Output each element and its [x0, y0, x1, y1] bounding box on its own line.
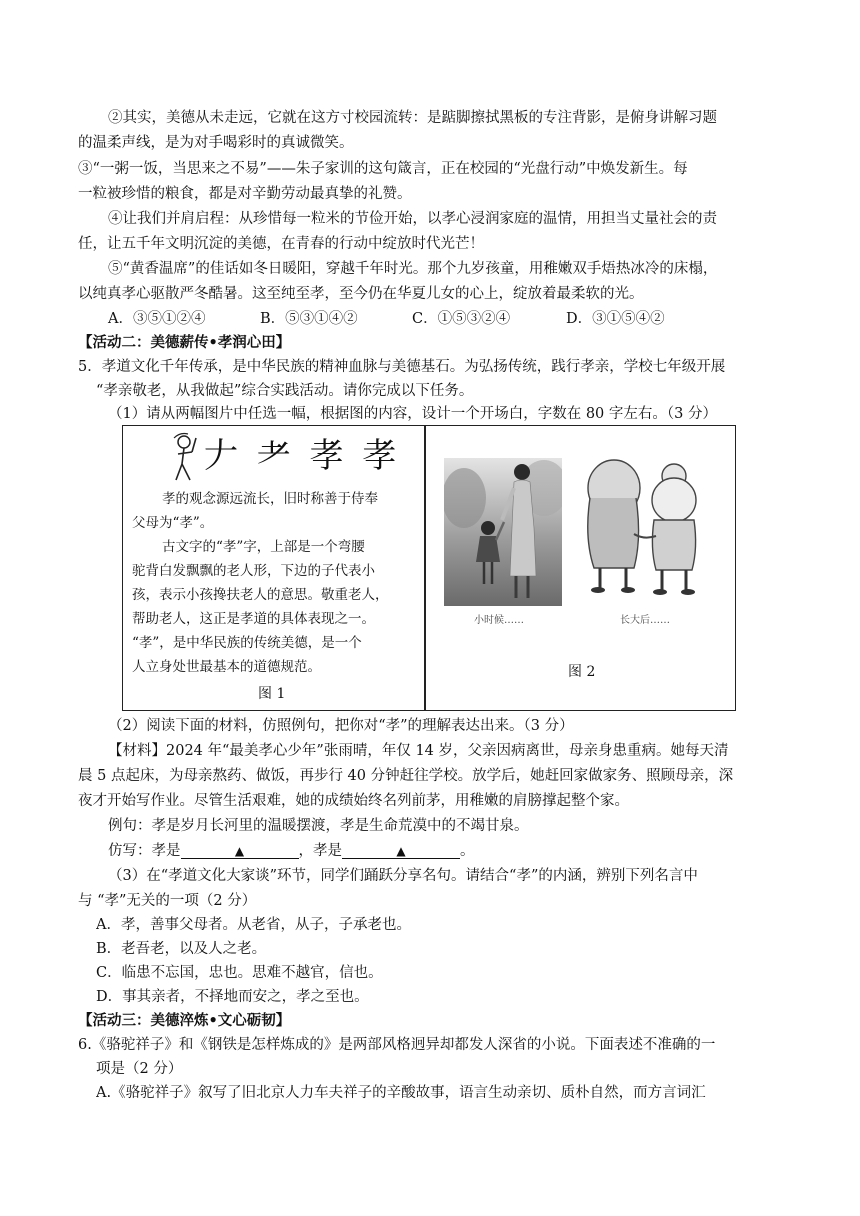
material-line-1: 【材料】2024 年“最美孝心少年”张雨晴，年仅 14 岁，父亲因病离世，母亲身患重病。她每天清 — [108, 743, 729, 759]
para-4-line-2: 任，让五千年文明沉淀的美德，在青春的行动中绽放时代光芒！ — [78, 236, 484, 252]
fig1-text-6: 帮助老人，这正是孝道的具体表现之一。 — [132, 611, 375, 627]
q5-sub3-option-c[interactable]: C．临患不忘国，忠也。思难不越官，信也。 — [96, 965, 383, 981]
material-line-3: 夜才开始写作业。尽管生活艰难，她的成绩始终名列前茅，用稚嫩的肩膀撑起整个家。 — [78, 793, 629, 809]
q4-option-c[interactable]: C．①⑤③②④ — [412, 311, 511, 327]
para-5-line-1: ⑤“黄香温席”的佳话如冬日暖阳，穿越千年时光。那个九岁孩童，用稚嫩双手焐热冰冷的床榻， — [108, 261, 718, 277]
q5-sub3-option-d[interactable]: D．事其亲者，不择地而安之，孝之至也。 — [96, 989, 369, 1005]
example-sentence: 例句：孝是岁月长河里的温暖摆渡，孝是生命荒漠中的不竭甘泉。 — [108, 818, 529, 834]
grown-up-label: 长大后…… — [620, 615, 670, 626]
xiao-character-evolution — [170, 430, 401, 485]
q5-sub3-line-1: （3）在“孝道文化大家谈”环节，同学们踊跃分享名句。请结合“孝”的内涵，辨别下列名言中 — [108, 868, 698, 884]
q4-option-b[interactable]: B．⑤③①④② — [260, 311, 358, 327]
activity-2-heading: 【活动二：美德薪传•孝润心田】 — [78, 334, 291, 351]
fig1-text-1: 孝的观念源远流长，旧时称善于侍奉 — [162, 491, 378, 507]
imitation-middle: ，孝是 — [298, 843, 342, 859]
q6-line-2: 项是（2 分） — [96, 1061, 183, 1077]
q5-sub3-option-a[interactable]: A．孝，善事父母者。从老省，从子，子承老也。 — [96, 917, 411, 933]
fig1-text-3: 古文字的“孝”字，上部是一个弯腰 — [162, 539, 365, 555]
q4-option-d[interactable]: D．③①⑤④② — [566, 311, 665, 327]
fig1-text-2: 父母为“孝”。 — [132, 515, 214, 531]
para-5-line-2: 以纯真孝心驱散严冬酷暑。这至纯至孝，至今仍在华夏儿女的心上，绽放着最柔软的光。 — [78, 286, 644, 302]
fig1-text-7: “孝”，是中华民族的传统美德，是一个 — [132, 635, 362, 651]
q5-sub1: （1）请从两幅图片中任选一幅，根据图的内容，设计一个开场白，字数在 80 字左右。（3 分） — [108, 406, 717, 422]
fig1-text-5: 孩，表示小孩搀扶老人的意思。敬重老人， — [132, 587, 389, 603]
activity-3-heading: 【活动三：美德淬炼•文心砺韧】 — [78, 1012, 291, 1029]
imitation-prefix: 仿写：孝是 — [108, 843, 181, 859]
para-3-line-2: 一粒被珍惜的粮食，都是对辛勤劳动最真挚的礼赞。 — [78, 186, 412, 202]
para-4-line-1: ④让我们并肩启程：从珍惜每一粒米的节俭开始，以孝心浸润家庭的温情，用担当丈量社会的责 — [108, 211, 717, 227]
q5-line-1: 5．孝道文化千年传承，是中华民族的精神血脉与美德基石。为弘扬传统，践行孝亲，学校七年级开展 — [78, 359, 726, 375]
imitation-blank-2[interactable]: ▲ — [342, 844, 460, 859]
q5-line-2: “孝亲敬老，从我做起”综合实践活动。请你完成以下任务。 — [96, 383, 474, 399]
q5-sub3-option-b[interactable]: B．老吾老，以及人之老。 — [96, 941, 267, 957]
grown-up-cartoon — [570, 458, 712, 606]
q6-option-a[interactable]: A.《骆驼祥子》叙写了旧北京人力车夫祥子的辛酸故事，语言生动亲切、质朴自然，而方言词汇 — [96, 1085, 706, 1101]
fig1-text-8: 人立身处世最基本的道德规范。 — [132, 659, 321, 675]
figure-1-caption: 图 1 — [258, 686, 286, 702]
para-2-line-2: 的温柔声线，是为对手喝彩时的真诚微笑。 — [78, 135, 354, 151]
daughter-helping-elder-illustration — [570, 458, 712, 606]
q5-sub2-title: （2）阅读下面的材料，仿照例句，把你对“孝”的理解表达出来。（3 分） — [108, 718, 574, 734]
para-3-line-1: ③“一粥一饭，当思来之不易”——朱子家训的这句箴言，正在校园的“光盘行动”中焕发新生。每 — [78, 161, 688, 177]
ancient-xiao-characters: 𠂇 耂 孝 孝 — [204, 436, 401, 476]
imitation-blank-1[interactable]: ▲ — [181, 844, 299, 859]
childhood-photo — [444, 458, 562, 606]
q6-line-1: 6.《骆驼祥子》和《钢铁是怎样炼成的》是两部风格迥异却都发人深省的小说。下面表述不准确的一 — [78, 1037, 716, 1053]
figure-divider — [424, 425, 426, 711]
childhood-label: 小时候…… — [474, 615, 524, 626]
q5-sub3-line-2: 与 “孝”无关的一项（2 分） — [78, 893, 257, 909]
material-line-2: 晨 5 点起床，为母亲熬药、做饭，再步行 40 分钟赶往学校。放学后，她赶回家做家务、照顾母亲，深 — [78, 768, 734, 784]
fig1-text-4: 驼背白发飘飘的老人形，下边的子代表小 — [132, 563, 375, 579]
imitation-end: 。 — [460, 843, 475, 859]
imitation-line — [108, 839, 782, 863]
mother-child-illustration — [444, 458, 562, 606]
figure-2-caption: 图 2 — [568, 664, 596, 680]
q4-option-a[interactable]: A．③⑤①②④ — [108, 311, 206, 327]
para-2-line-1: ②其实，美德从未走远，它就在这方寸校园流转：是踮脚擦拭黑板的专注背影，是俯身讲解习题 — [108, 110, 717, 126]
